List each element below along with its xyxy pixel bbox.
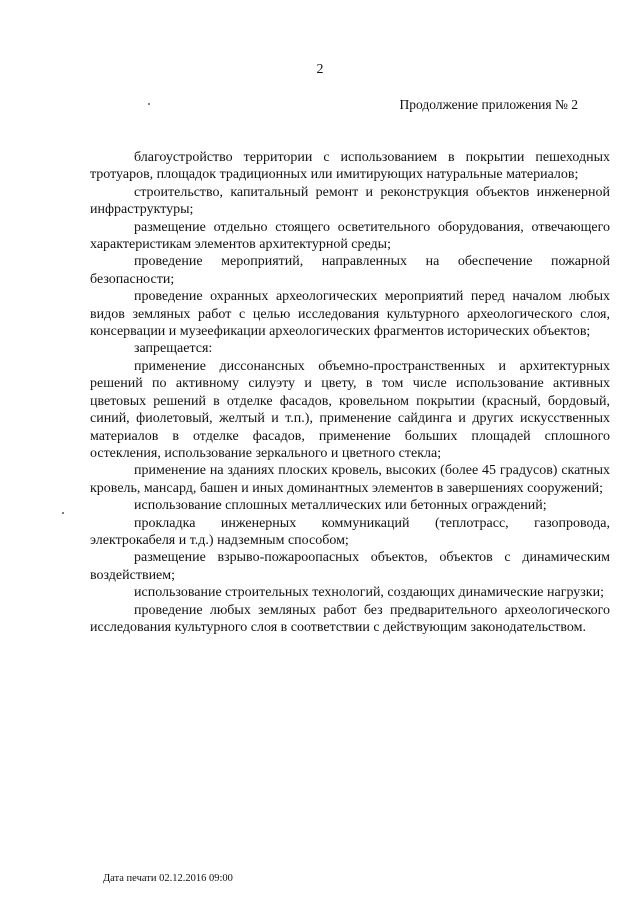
appendix-heading: Продолжение приложения № 2 <box>399 97 578 112</box>
paragraph: применение на зданиях плоских кровель, высоких (более 45 градусов) скатных кровель, мансард, башен и иных доминантных элементов в завершениях сооружений; <box>90 463 610 496</box>
paragraph: применение диссонансных объемно-пространственных и архитектурных решений по активному силуэту и цвету, в том числе использование активных цветовых решений в отделке фасадов, кровельном покрытии (красный, бордовый, синий, фиолетовый, желтый и т.п.), применение сайдинга и других искусственных материалов в отделке фасадов, применение больших площадей сплошного остекления, использование зеркального и цветного стекла; <box>90 358 610 461</box>
scan-speck <box>62 512 64 514</box>
paragraph: строительство, капитальный ремонт и реконструкция объектов инженерной инфраструктуры; <box>90 184 610 218</box>
document-body <box>90 149 610 636</box>
scan-speck <box>148 103 150 105</box>
paragraph: проведение мероприятий, направленных на обеспечение пожарной безопасности; <box>90 254 610 287</box>
paragraph: использование строительных технологий, создающих динамические нагрузки; <box>134 585 604 601</box>
print-date-footer: Дата печати 02.12.2016 09:00 <box>103 873 233 884</box>
paragraph: проведение любых земляных работ без предварительного археологического исследования культурного слоя в соответствии с действующим законодательством. <box>90 602 610 635</box>
prohibited-heading: запрещается: <box>134 341 213 357</box>
paragraph: благоустройство территории с использованием в покрытии пешеходных тротуаров, площадок традиционных или имитирующих натуральные материалов; <box>90 150 610 183</box>
page-number: 2 <box>316 62 324 77</box>
paragraph: проведение охранных археологических мероприятий перед началом любых видов земляных работ с целью исследования культурного археологического слоя, консервации и музеефикации археологических фрагментов исторических объектов; <box>90 289 610 340</box>
paragraph: использование сплошных металлических или бетонных ограждений; <box>134 498 547 514</box>
paragraph: размещение отдельно стоящего осветительного оборудования, отвечающего характеристикам элементов архитектурной среды; <box>90 219 610 253</box>
paragraph: прокладка инженерных коммуникаций (теплотрасс, газопровода, электрокабеля и т.д.) надземным способом; <box>90 515 610 548</box>
paragraph: размещение взрыво-пожароопасных объектов, объектов с динамическим воздействием; <box>90 550 610 583</box>
